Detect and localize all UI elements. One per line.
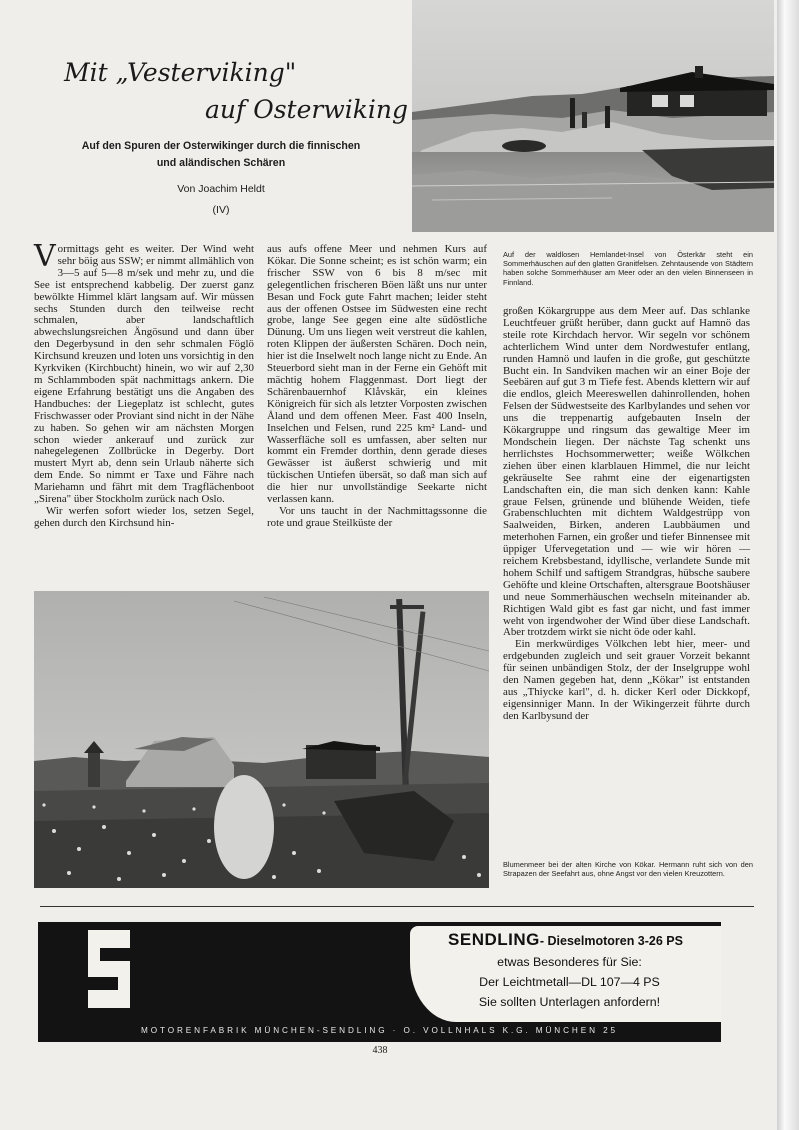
paragraph-text: ormittags geht es weiter. Der Wind weht sehr böig aus SSW; er nimmt allmählich von 3—5 auf 5—8 m/sek und mehr zu, und die See ist entsprechend kabbelig. Der zuerst ganz bewölkte Himmel klärt langsam auf. Wir müssen sechs Stunden durch den teilweise recht schmalen, aber landschaftlich abwechslungsreichen Ängösund und dann über den Degerbysund in den sehr schmalen Föglö Kirchsund kreuzen und loten uns vorsichtig in den Kyrkviken (Kirchbucht) hinein, wo wir auf 2,30 m Schlammboden spät nachmittags ankern. Die eigene Erfahrung bestätigt uns die Angaben des Handbuches: der Liegeplatz ist schlecht, gutes Frischwasser oder Proviant sind nicht in der Nähe zu haben. So gehen wir am nächsten Morgen schon wieder ankerauf und zurück zur nahegelegenen Zollbrücke in Degerby. Dort mustert Myrt ab, denn sein Urlaub näherte sich dem Ende. So nimmt er Taxe und Fähre nach Mariehamn und fährt mit dem Tragflächenboot „Sirena" über Stockholm zurück nach Oslo. — [34, 243, 254, 506]
subtitle-line1: Auf den Spuren der Osterwikinger durch die finnischen — [81, 140, 361, 152]
paragraph: Vor uns taucht in der Nachmittagssonne die rote und graue Steilküste der — [267, 504, 487, 529]
part-number: (IV) — [212, 204, 230, 216]
paragraph: Ein merkwürdiges Völkchen lebt hier, meer- und erdgebunden zugleich und seit grauer Vorzeit bekannt für seinen unbändigen Stolz, der der Inselgruppe wohl den Namen gegeben hat, denn „Kökar" ist entstanden aus „Thiycke karl", d. h. dicker Kerl oder Dickkopf, eigensinniger Mann. In der Wikingerzeit führte durch den Karlbysund der — [503, 638, 750, 722]
photo-church-meadow — [34, 591, 489, 888]
advert-brand: SENDLING — [448, 930, 540, 949]
advert-line1: etwas Besonderes für Sie: — [497, 955, 642, 969]
byline: Von Joachim Heldt — [177, 183, 265, 195]
paragraph: großen Kökargruppe aus dem Meer auf. Das schlanke Leuchtfeuer grüßt herüber, dann guckt auf Hamnö das steile rote Kirchdach hervor. Wir segeln vor schönem achterlichem Wind unter dem Nordwestufer entlang, runden Hamnö und laufen in die große, gut geschützte Bucht ein. In Sandviken machen wir an einer Boje der Seebären auf gut 3 m Tiefe fest. Abends klettern wir auf die endlos, gleich Meereswellen dahinrollenden, hohen Felsen der Südwestseite des Karlbylandes und sehen vor uns die treppenartig aufgebauten Inseln der Kökargruppe und ringsum das gewaltige Meer im Mondschein liegen. Der nächste Tag schenkt uns herrlichstes Hochsommerwetter; weiße Wölkchen ziehen über einen klarblauen Himmel, die nur leicht gekräuselte See rahmt eine der eigenartigsten Landschaften ein, die man sich denken kann: Kahle graue Felsen, grünende und blühende Weiden, tiefe Grabenschluchten mit dichtem Waldgestrüpp von Saalweiden, Birken, anderen Laubbäumen und meterhohen Farnen, ein großer und tiefer Binnensee mit üppiger Ufervegetation und — wie wir hören — reichem Krebsbestand, idyllische, verlandete Sunde mit hohem Schilf und saftigem Strandgras, hübsche saubere Gehöfte und kleine Ortschaften, altersgraue Bootshäuser und neue Sommerhäuschen wechseln miteinander ab. Richtigen Wald gibt es fast gar nicht, und fast immer weht von irgendwoher der Wind über diese Landschaft. Aber trotzdem wirkt sie nicht öde oder kahl. — [503, 305, 750, 639]
photo-summer-house — [412, 0, 774, 232]
subtitle-line2: und aländischen Schären — [156, 157, 286, 169]
article-title-line1: Mit „Vesterviking" — [64, 58, 297, 87]
paragraph: aus aufs offene Meer und nehmen Kurs auf Kökar. Die Sonne scheint; es ist schön warm; ein frischer SSW von 6 bis 8 m/sec mit gelegentlichen frischeren Böen läßt uns nur unter Besan und Fock gute Fahrt machen; leider steht aus der offenen Ostsee im Südwesten eine recht grobe, lange See gegen eine alte südöstliche Dünung. Um uns liegen weit verstreut die kahlen, roten Klippen der äußersten Schären. Doch nein, hier ist die Inselwelt noch lange nicht zu Ende. An Steuerbord sieht man in der Ferne ein Gehöft mit mächtig hohem Flaggenmast. Dort liegt der Schärenbauernhof Klåvskär, ein kleines Königreich für sich als letzter Vorposten zwischen Åland und dem offenen Meer. Fast 400 Inseln, Inselchen und Felsen, rund 225 km² Land- und Wasserfläche soll es umfassen, aber selten nur kommt ein Fremder dorthin, denn gerade dieses Gewässer ist äußerst schwierig und mit tückischen Untiefen übersät, so daß man sich auf die hier nur unvollständige Seekarte nicht verlassen kann. — [267, 243, 487, 506]
caption-summer-house: Auf der waldlosen Hemlandet-Insel von Österkär steht ein Sommerhäuschen auf den glatten Granitfelsen. Zehntausende von Städtern haben solche Sommerhäuser am Meer oder an den vielen Binnenseen in Finnland. — [503, 250, 753, 287]
advert-sendling — [38, 922, 721, 1042]
paragraph: Wir werfen sofort wieder los, setzen Segel, gehen durch den Kirchsund hin- — [34, 504, 254, 529]
advert-line2: Der Leichtmetall—DL 107—4 PS — [479, 975, 660, 989]
page-number: 438 — [372, 1045, 388, 1056]
paragraph — [34, 239, 254, 506]
drop-cap: V — [34, 239, 56, 274]
caption-church-meadow: Blumenmeer bei der alten Kirche von Kökar. Hermann ruht sich von den Strapazen der Seefahrt aus, ohne Angst vor den vielen Kreuzottern. — [503, 860, 753, 879]
advert-headline — [410, 930, 721, 950]
page-edge — [777, 0, 799, 1130]
text-column-2 — [267, 244, 487, 530]
article-title-line2: auf Osterwiking — [205, 95, 408, 124]
text-column-1 — [34, 239, 254, 530]
text-column-3 — [503, 306, 750, 723]
article-subtitle — [40, 138, 402, 172]
advert-panel — [410, 926, 721, 1022]
advert-line3: Sie sollten Unterlagen anfordern! — [478, 995, 661, 1009]
advert-footer: MOTORENFABRIK MÜNCHEN-SENDLING · O. VOLLNHALS K.G. MÜNCHEN 25 — [140, 1026, 618, 1035]
sendling-s-logo — [88, 930, 130, 1008]
advert-divider — [40, 906, 754, 907]
advert-product: - Dieselmotoren 3-26 PS — [539, 934, 683, 948]
